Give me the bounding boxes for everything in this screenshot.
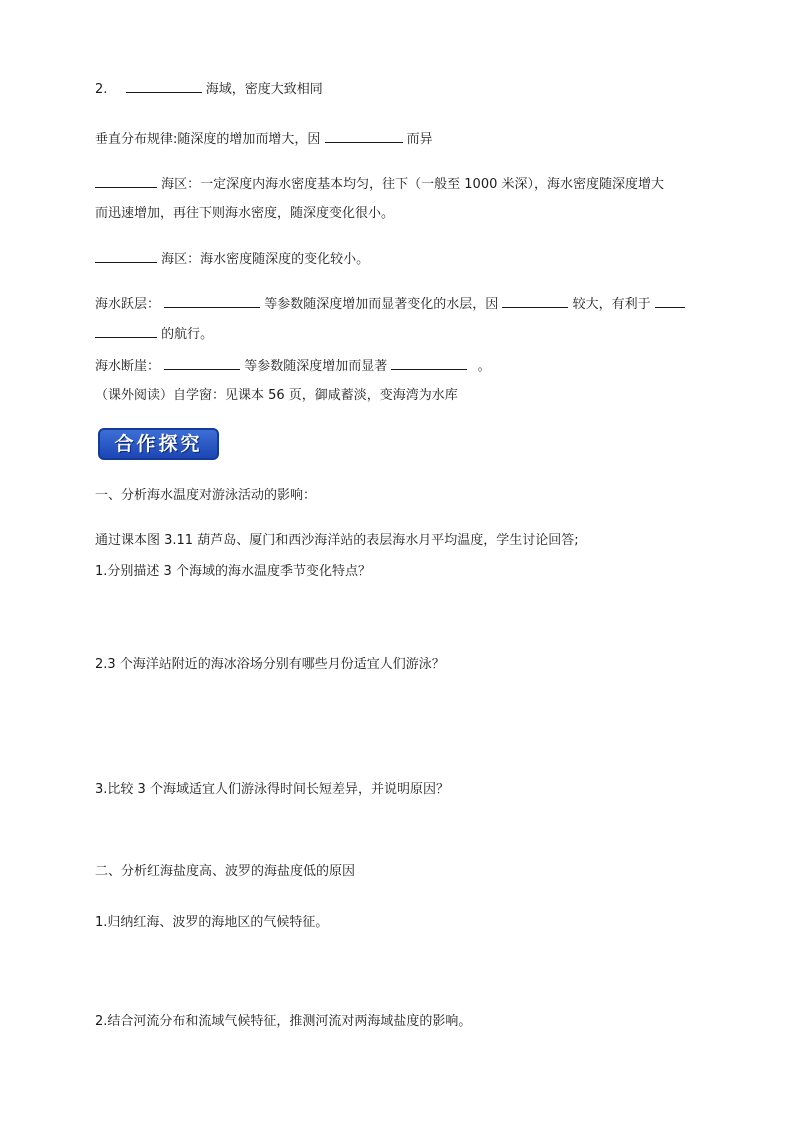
zone2-text: 海区：海水密度随深度的变化较小。 (161, 252, 370, 267)
part1-heading: 一、分析海水温度对游泳活动的影响： (95, 488, 317, 503)
cooperative-inquiry-badge: 合作探究 (98, 428, 219, 460)
thermocline-text-2: 较大，有利于 (572, 297, 651, 312)
zone1-line-1 (95, 174, 664, 194)
part1-question-1: 1.分别描述 3 个海域的海水温度季节变化特点？ (95, 564, 371, 579)
zone2-line (95, 249, 369, 269)
thermocline-label: 海水跃层： (95, 297, 161, 312)
vertical-rule-line (95, 129, 433, 149)
cliff-label: 海水断崖： (95, 359, 161, 374)
part2-heading: 二、分析红海盐度高、波罗的海盐度低的原因 (95, 864, 356, 879)
part1-question-3: 3.比较 3 个海域适宜人们游泳得时间长短差异，并说明原因？ (95, 782, 449, 797)
blank-field[interactable] (502, 294, 568, 308)
part2-question-1: 1.归纳红海、波罗的海地区的气候特征。 (95, 915, 329, 930)
zone1-text: 海区：一定深度内海水密度基本均匀，往下（一般至 1000 米深），海水密度随深度增大 (161, 177, 664, 192)
blank-field[interactable] (95, 324, 157, 338)
blank-field[interactable] (325, 129, 403, 143)
reading-text: （课外阅读）自学窗：见课本 56 页，御咸蓄淡，变海湾为水库 (95, 388, 458, 403)
part1-question-2: 2.3 个海洋站附近的海冰浴场分别有哪些月份适宜人们游泳？ (95, 657, 445, 672)
blank-field[interactable] (655, 294, 685, 308)
part2-question-2: 2.结合河流分布和流域气候特征，推测河流对两海域盐度的影响。 (95, 1014, 472, 1029)
blank-field[interactable] (95, 174, 157, 188)
item-2-text: 海域，密度大致相同 (205, 82, 323, 97)
reading-line (95, 387, 458, 405)
thermocline-text: 等参数随深度增加而显著变化的水层，因 (264, 297, 499, 312)
blank-field[interactable] (95, 249, 157, 263)
item-2-number: 2. (95, 82, 108, 97)
blank-field[interactable] (164, 356, 240, 370)
part1-intro: 通过课本图 3.11 葫芦岛、厦门和西沙海洋站的表层海水月平均温度，学生讨论回答; (95, 533, 579, 548)
cliff-end: 。 (477, 359, 491, 374)
blank-field[interactable] (164, 294, 260, 308)
item-2-line (95, 79, 323, 99)
thermocline-line-2 (95, 324, 213, 344)
blank-field[interactable] (391, 356, 467, 370)
zone1-line-2 (95, 205, 394, 223)
cliff-text: 等参数随深度增加而显著 (244, 359, 388, 374)
zone1-continuation: 而迅速增加，再往下则海水密度，随深度变化很小。 (95, 206, 395, 221)
thermocline-text-3: 的航行。 (161, 327, 214, 342)
cliff-line (95, 356, 491, 376)
thermocline-line-1 (95, 294, 685, 314)
vertical-rule-suffix: 而异 (406, 132, 433, 147)
blank-field[interactable] (126, 79, 202, 93)
vertical-rule-text: 垂直分布规律:随深度的增加而增大，因 (95, 132, 321, 147)
